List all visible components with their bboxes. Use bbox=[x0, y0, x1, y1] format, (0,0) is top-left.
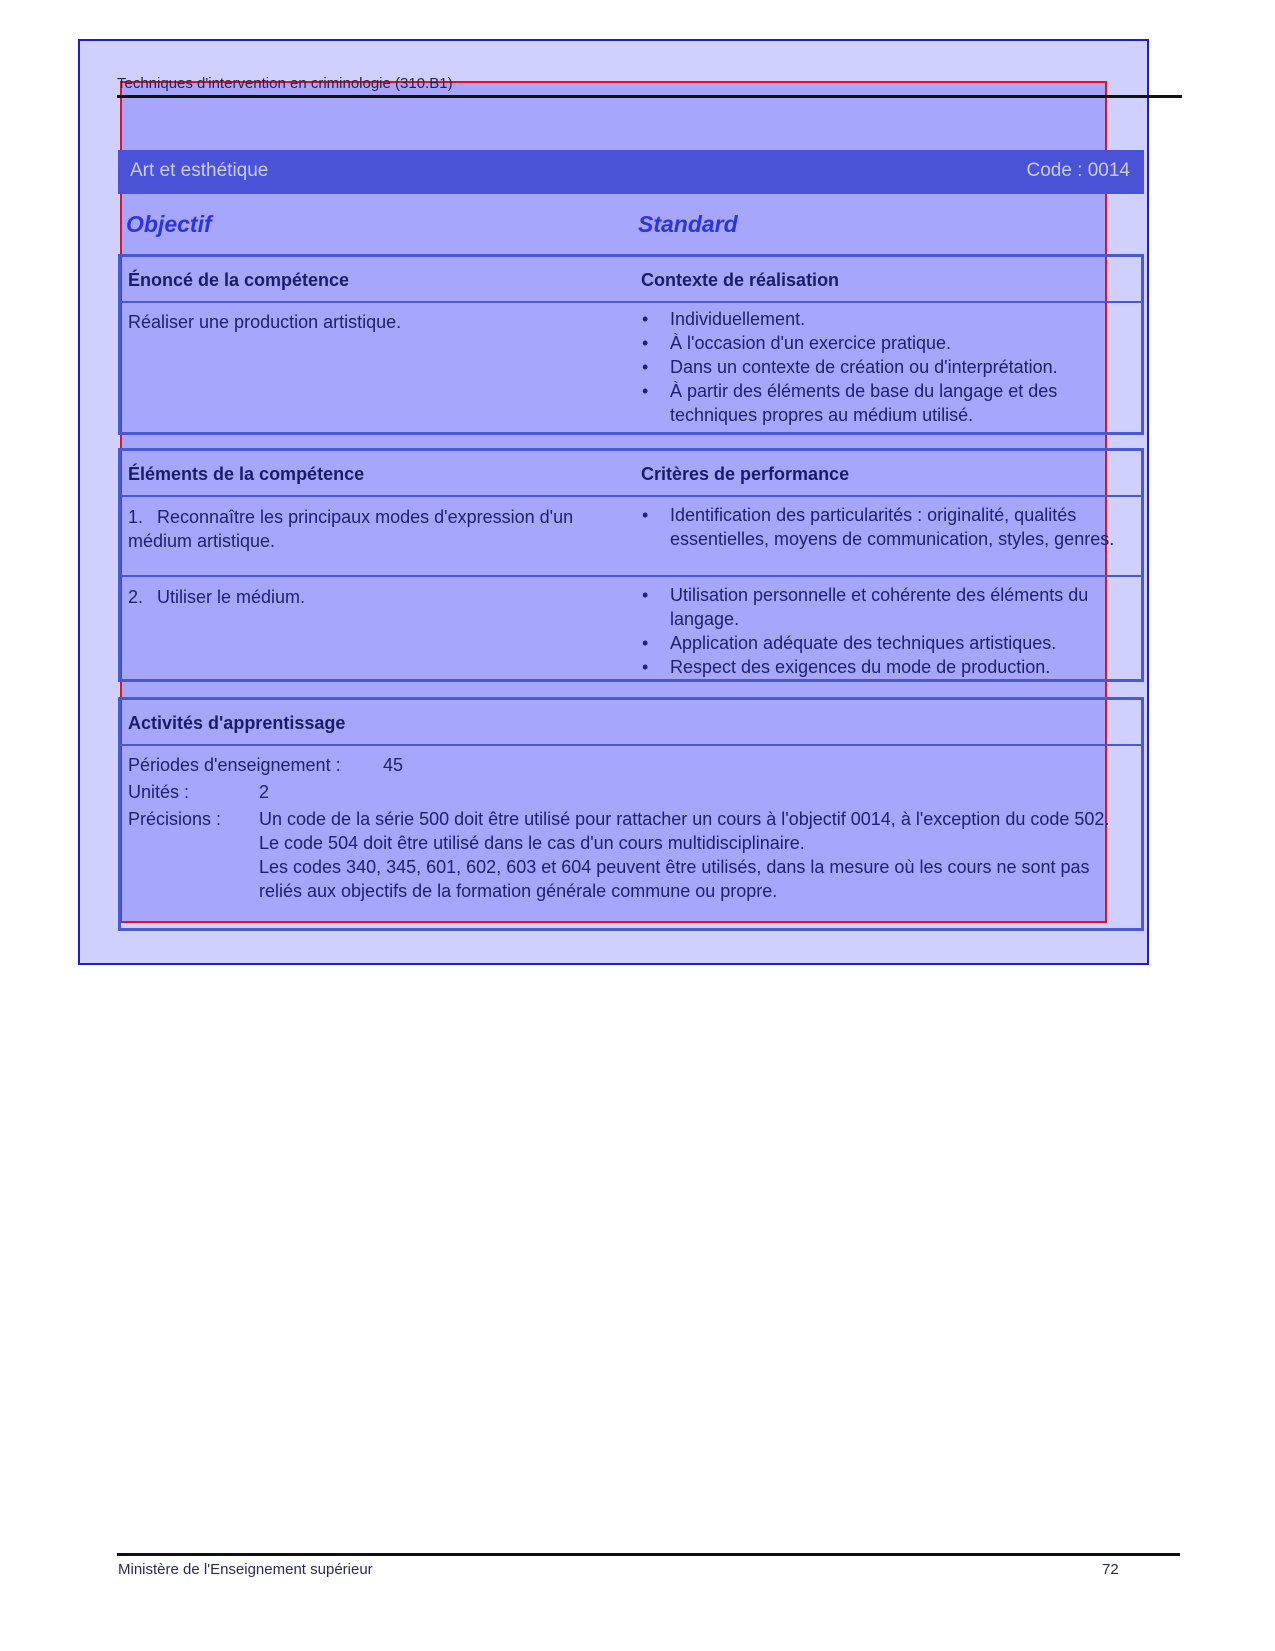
list-item: • Identification des particularités : originalité, qualités essentielles, moyens de communication, styles, genres. bbox=[641, 503, 1116, 551]
element-text: Reconnaître les principaux modes d'expression d'un médium artistique. bbox=[128, 507, 574, 551]
element-number: 1. bbox=[128, 507, 144, 527]
course-title-bar bbox=[118, 150, 1144, 194]
list-item: • Utilisation personnelle et cohérente des éléments du langage. bbox=[641, 583, 1116, 631]
row-divider bbox=[121, 575, 1141, 577]
element-item bbox=[128, 585, 598, 609]
standard-heading: Standard bbox=[638, 211, 738, 237]
program-header: Techniques d'intervention en criminologie (310.B1) bbox=[117, 75, 453, 92]
criteria-list bbox=[641, 503, 1116, 551]
competence-box bbox=[118, 254, 1144, 435]
precisions-text bbox=[259, 807, 1119, 903]
list-item: • Respect des exigences du mode de production. bbox=[641, 655, 1116, 679]
course-title: Art et esthétique bbox=[130, 160, 269, 181]
precision-item: Les codes 340, 345, 601, 602, 603 et 604 peuvent être utilisés, dans la mesure où les cours ne sont pas reliés aux objectifs de la formation générale commune ou propre. bbox=[259, 857, 1090, 901]
periods-label: Périodes d'enseignement : bbox=[128, 755, 341, 775]
objective-heading: Objectif bbox=[126, 211, 212, 237]
footer-ministry: Ministère de l'Enseignement supérieur bbox=[118, 1561, 373, 1578]
competence-statement: Réaliser une production artistique. bbox=[128, 312, 402, 332]
elements-box bbox=[118, 448, 1144, 682]
footer-rule bbox=[117, 1553, 1180, 1556]
units-value: 2 bbox=[259, 782, 270, 802]
context-heading: Contexte de réalisation bbox=[641, 270, 840, 290]
element-number: 2. bbox=[128, 587, 144, 607]
precision-item: Un code de la série 500 doit être utilisé pour rattacher un cours à l'objectif 0014, à l'exception du code 502. bbox=[259, 809, 1110, 829]
activities-heading: Activités d'apprentissage bbox=[128, 713, 346, 733]
context-list bbox=[641, 307, 1116, 427]
page-number: 72 bbox=[1102, 1561, 1119, 1578]
list-item: • À partir des éléments de base du langage et des techniques propres au médium utilisé. bbox=[641, 379, 1116, 427]
course-code: Code : 0014 bbox=[1026, 160, 1130, 181]
activities-box bbox=[118, 697, 1144, 931]
precision-item: Le code 504 doit être utilisé dans le cas d'un cours multidisciplinaire. bbox=[259, 833, 805, 853]
elements-heading: Éléments de la compétence bbox=[128, 464, 365, 484]
periods-value: 45 bbox=[383, 755, 404, 775]
element-item bbox=[128, 505, 598, 553]
list-item: • Dans un contexte de création ou d'interprétation. bbox=[641, 355, 1116, 379]
element-text: Utiliser le médium. bbox=[157, 587, 306, 607]
header-rule bbox=[117, 95, 1182, 98]
criteria-list bbox=[641, 583, 1116, 679]
list-item: • À l'occasion d'un exercice pratique. bbox=[641, 331, 1116, 355]
competence-statement-heading: Énoncé de la compétence bbox=[128, 270, 350, 290]
precisions-label: Précisions : bbox=[128, 809, 222, 829]
list-item: • Application adéquate des techniques artistiques. bbox=[641, 631, 1116, 655]
list-item: • Individuellement. bbox=[641, 307, 1116, 331]
units-label: Unités : bbox=[128, 782, 190, 802]
criteria-heading: Critères de performance bbox=[641, 464, 850, 484]
